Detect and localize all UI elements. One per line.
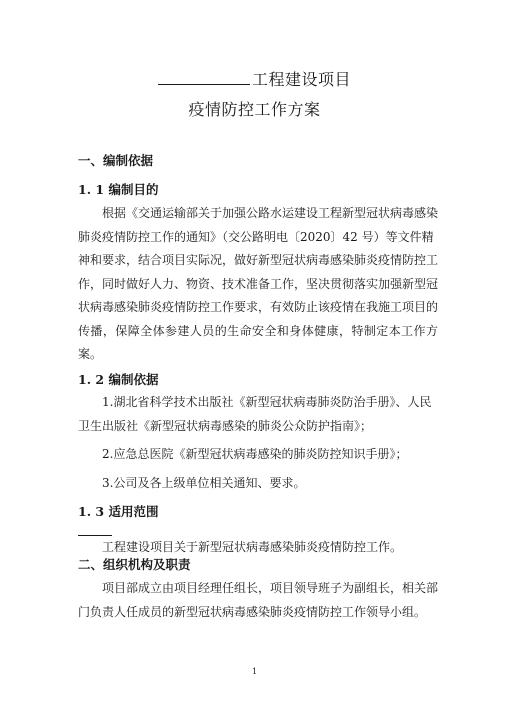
- paragraph-line: 工程建设项目关于新型冠状病毒感染肺炎疫情防控工作。: [78, 523, 438, 560]
- paragraph-line: 状病毒感染肺炎疫情防控工作要求，有效防止该疫情在我施工项目的: [78, 300, 439, 314]
- blank-project-name: [78, 523, 112, 536]
- paragraph-line: 1.湖北省科学技术出版社《新型冠状病毒肺炎防治手册》、人民: [102, 395, 432, 409]
- subsection-heading-1-1: 1. 1 编制目的: [78, 182, 159, 197]
- paragraph-basis: [78, 391, 438, 495]
- document-title-line1: 工程建设项目: [0, 67, 509, 90]
- paragraph-line: 3.公司及各上级单位相关通知、要求。: [102, 475, 306, 490]
- paragraph-line: 卫生出版社《新型冠状病毒感染的肺炎公众防护指南》；: [78, 418, 373, 433]
- paragraph-line: 项目部成立由项目经理任组长，项目领导班子为副组长，相关部: [102, 581, 439, 595]
- paragraph-line: 传播，保障全体参建人员的生命安全和身体健康，特制定本工作方案。: [78, 323, 438, 361]
- paragraph-line: 门负责人任成员的新型冠状病毒感染肺炎疫情防控工作领导小组。: [78, 604, 427, 619]
- paragraph-line: 根据《交通运输部关于加强公路水运建设工程新型冠状病毒感染: [102, 206, 439, 220]
- subsection-heading-1-3: 1. 3 适用范围: [78, 504, 159, 519]
- paragraph-line: 肺炎疫情防控工作的通知》（交公路明电〔2020〕42 号）等文件精: [78, 229, 434, 244]
- blank-project-name: [158, 70, 250, 85]
- section-heading-1: 一、编制依据: [78, 153, 154, 168]
- paragraph-line: 2.应急总医院《新型冠状病毒感染的肺炎防控知识手册》；: [102, 447, 408, 461]
- paragraph-organization: [78, 577, 438, 624]
- page-number: 1: [251, 667, 258, 676]
- paragraph-purpose: [78, 202, 438, 367]
- document-title-line2: 疫情防控工作方案: [188, 100, 321, 119]
- subsection-heading-1-2: 1. 2 编制依据: [78, 372, 159, 387]
- section-heading-2: 二、组织机构及职责: [78, 557, 191, 572]
- paragraph-line: 神和要求，结合项目实际况，做好新型冠状病毒感染肺炎疫情防控工: [78, 253, 439, 267]
- paragraph-line: 作，同时做好人力、物资、技术准备工作，坚决贯彻落实加强新型冠: [78, 276, 439, 291]
